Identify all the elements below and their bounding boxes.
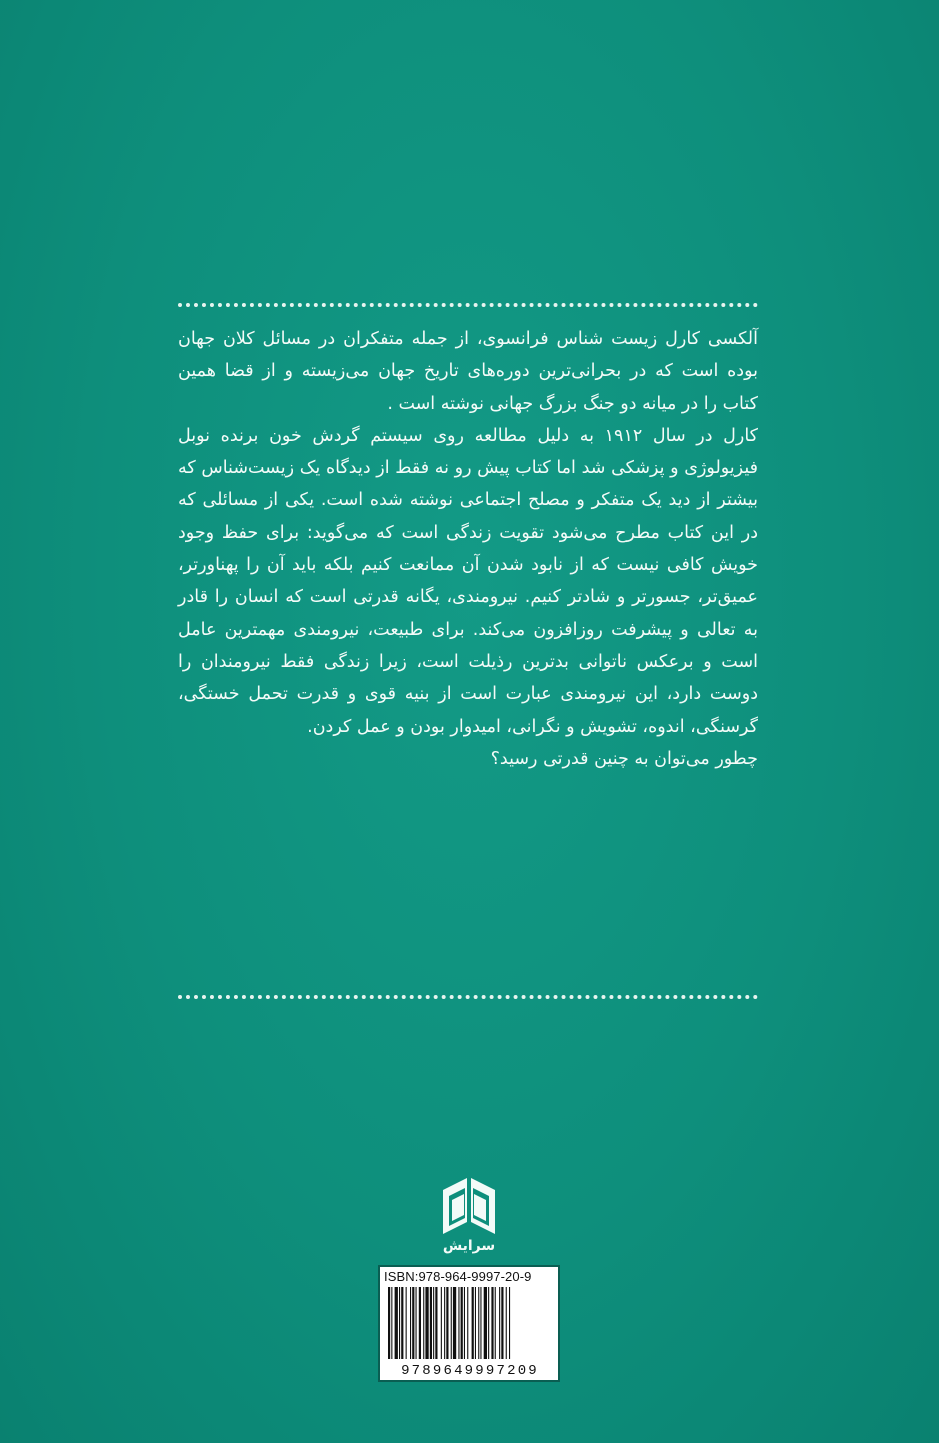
barcode-bar: [484, 1287, 487, 1359]
dotted-divider-top: [178, 303, 758, 307]
barcode-bar: [506, 1287, 507, 1359]
isbn-label: ISBN:978-964-9997-20-9: [384, 1269, 532, 1284]
dotted-divider-bottom: [178, 995, 758, 999]
barcode-bar: [491, 1287, 493, 1359]
barcode-bar: [395, 1287, 398, 1359]
barcode-bar: [435, 1287, 437, 1359]
barcode-bar: [478, 1287, 479, 1359]
barcode-bar: [446, 1287, 448, 1359]
barcode-bar: [509, 1287, 510, 1359]
blurb-paragraph-1: آلکسی کارل زیست شناس فرانسوی، از جمله متفکران در مسائل کلان جهان بوده است که در بحرانی‌ترین دوره‌های تاریخ جهان می‌زیسته و از قضا همین کتاب را در میانه دو جنگ بزرگ جهانی نوشته است .: [178, 329, 758, 414]
barcode-bar: [453, 1287, 456, 1359]
blurb-text: [178, 323, 758, 775]
blurb-paragraph-2: کارل در سال ۱۹۱۲ به دلیل مطالعه روی سیستم گردش خون برنده نوبل فیزیولوژی و پزشکی شد اما کتاب پیش رو نه فقط از دیدگاه یک زیست‌شناس که بیشتر از دید یک متفکر و مصلح اجتماعی نوشته شده است. یکی از مسائلی که در این کتاب مطرح می‌شود تقویت زندگی است که می‌گوید: برای حفظ وجود خویش کافی نیست که از نابود شدن آن ممانعت کنیم بلکه باید آن را پهناورتر، عمیق‌تر، جسورتر و شادتر کنیم. نیرومندی، یگانه قدرتی است که انسان را قادر به تعالی و پیشرفت روزافزون می‌کند. برای طبیعت، نیرومندی مهمترین عامل است و برعکس ناتوانی بدترین رذیلت است، زیرا زندگی فقط نیرومندان را دوست دارد، این نیرومندی عبارت است از بنیه قوی و قدرت تحمل خستگی، گرسنگی، اندوه، تشویش و نگرانی، امیدوار بودن و عمل کردن.: [178, 425, 758, 737]
barcode-bar: [441, 1287, 442, 1359]
barcode-bar: [461, 1287, 463, 1359]
barcode-bar: [425, 1287, 428, 1359]
barcode-bar: [475, 1287, 476, 1359]
barcode-bar: [501, 1287, 503, 1359]
blurb-question: چطور می‌توان به چنین قدرتی رسید؟: [490, 748, 758, 769]
barcode-bar: [419, 1287, 421, 1359]
barcode-bar: [467, 1287, 468, 1359]
barcode-bar: [499, 1287, 500, 1359]
barcode-bars: [386, 1287, 554, 1359]
barcode-bar: [399, 1287, 400, 1359]
barcode-digits: 9789649997209: [401, 1363, 539, 1379]
barcode-bar: [444, 1287, 445, 1359]
barcode-bar: [480, 1287, 481, 1359]
barcode-bar: [472, 1287, 474, 1359]
barcode-bar: [406, 1287, 407, 1359]
barcode-bar: [458, 1287, 459, 1359]
barcode-bar: [430, 1287, 432, 1359]
barcode-bar: [423, 1287, 424, 1359]
barcode-bar: [416, 1287, 417, 1359]
barcode-bar: [433, 1287, 434, 1359]
barcode-bar: [412, 1287, 414, 1359]
barcode-bar: [464, 1287, 465, 1359]
barcode-bar: [391, 1287, 392, 1359]
publisher-name: سرایش: [442, 1238, 496, 1254]
barcode-bar: [410, 1287, 411, 1359]
barcode-bar: [451, 1287, 452, 1359]
barcode-bar: [488, 1287, 489, 1359]
barcode-bar: [388, 1287, 390, 1359]
isbn-barcode: [378, 1265, 560, 1382]
barcode-bar: [495, 1287, 496, 1359]
barcode-bar: [401, 1287, 403, 1359]
